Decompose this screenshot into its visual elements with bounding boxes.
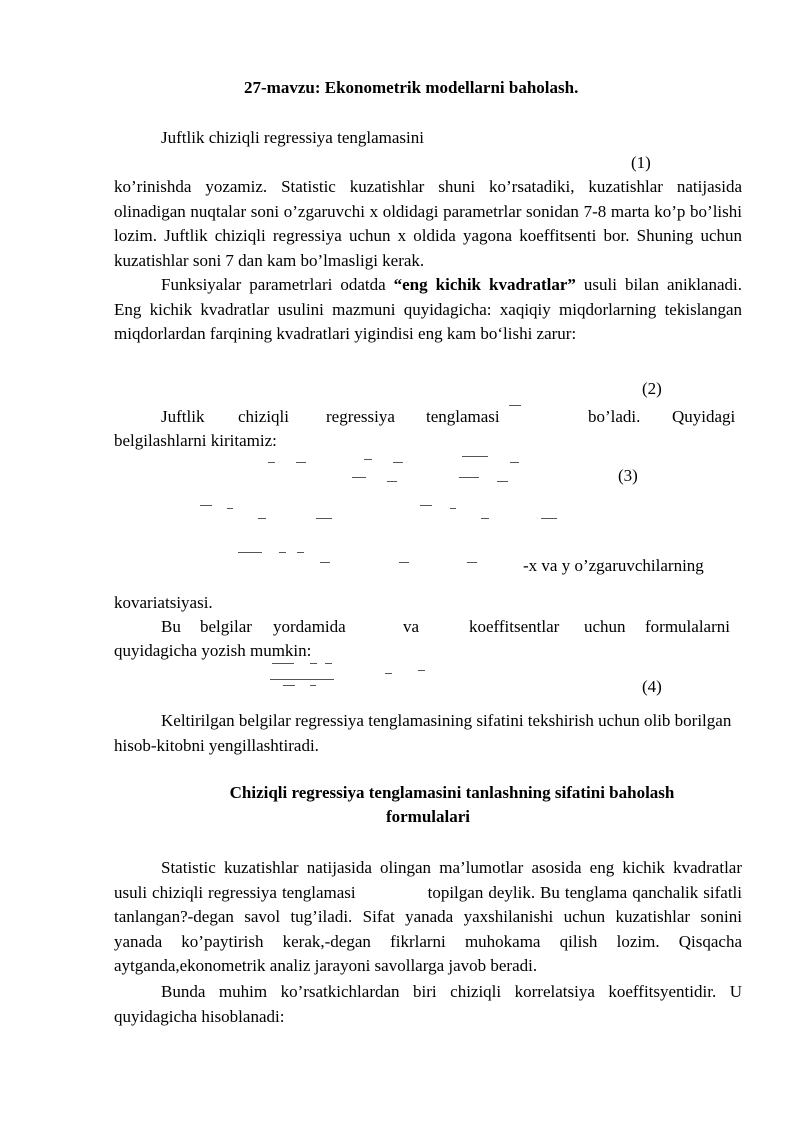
- equation-mark: [279, 552, 286, 553]
- equation-mark: [227, 508, 233, 509]
- equation-mark: [325, 663, 332, 664]
- paragraph-3-line2: belgilashlarni kiritamiz:: [114, 431, 277, 450]
- equation-mark: [238, 552, 262, 553]
- equation-mark: [364, 459, 372, 460]
- method-name: “eng kichik kvadratlar”: [393, 275, 576, 294]
- word: Quyidagi: [672, 407, 736, 426]
- equation-mark: [310, 685, 316, 686]
- word: belgilar: [200, 617, 252, 636]
- equation-1-number: (1): [631, 153, 651, 172]
- word: Juftlik: [161, 407, 205, 426]
- equation-mark: [450, 508, 456, 509]
- equation-mark: [258, 518, 266, 519]
- word: va: [403, 617, 420, 636]
- word: Bu: [161, 617, 181, 636]
- equation-mark: [387, 481, 397, 482]
- equation-mark: [297, 552, 304, 553]
- word: uchun: [584, 617, 626, 636]
- word: bo’ladi.: [588, 407, 641, 426]
- equation-mark: [459, 477, 479, 478]
- covariance-text-line2: kovariatsiyasi.: [114, 593, 213, 612]
- paragraph-6: [114, 856, 742, 979]
- equation-mark: [393, 462, 403, 463]
- equation-mark: [283, 685, 295, 686]
- word: formulalarni: [645, 617, 730, 636]
- paragraph-6-pre: Statistic kuzatishlar natijasida olingan ma’lumotlar asosida eng kichik kvadratlar usuli chiziqli regressiya tenglamasi: [114, 858, 742, 902]
- word: yordamida: [273, 617, 346, 636]
- equation-mark: [320, 562, 330, 563]
- equation-mark: [541, 518, 557, 519]
- paragraph-1-lead: Juftlik chiziqli regressiya tenglamasini: [161, 128, 424, 147]
- equation-mark: [509, 405, 521, 406]
- word: tenglamasi: [426, 407, 500, 426]
- equation-mark: [316, 518, 332, 519]
- equation-mark: [481, 518, 489, 519]
- paragraph-7: Bunda muhim ko’rsatkichlardan biri chiziqli korrelatsiya koeffitsyentidir. U quyidagicha hisoblanadi:: [114, 982, 742, 1026]
- equation-2-number: (2): [642, 379, 662, 398]
- equation-mark: [268, 462, 275, 463]
- equation-mark: [467, 562, 477, 563]
- paragraph-2-pre: Funksiyalar parametrlari odatda: [161, 275, 394, 294]
- equation-mark: [272, 663, 294, 664]
- page-title: 27-mavzu: Ekonometrik modellarni baholash.: [244, 78, 579, 97]
- section-heading-line1: Chiziqli regressiya tenglamasini tanlashning sifatini baholash: [229, 783, 675, 802]
- word: koeffitsentlar: [469, 617, 560, 636]
- equation-mark: [399, 562, 409, 563]
- paragraph-4-line2: quyidagicha yozish mumkin:: [114, 641, 312, 660]
- paragraph-5: Keltirilgan belgilar regressiya tenglamasining sifatini tekshirish uchun olib borilgan hisob-kitobni yengillashtiradi.: [114, 711, 732, 755]
- equation-fraction-bar: [270, 679, 334, 680]
- word: chiziqli: [238, 407, 289, 426]
- word: regressiya: [326, 407, 395, 426]
- equation-mark: [310, 663, 317, 664]
- paragraph-1-body: ko’rinishda yozamiz. Statistic kuzatishlar shuni ko’rsatadiki, kuzatishlar natijasida olinadigan nuqtalar soni o’zgaruvchi x oldidagi parametrlar sonidan 7-8 marta ko’p bo’lishi lozim. Juftlik chiziqli regressiya uchun x oldida yagona koeffitsenti bor. Shuning uchun kuzatishlar soni 7 dan kam bo’lmasligi kerak.: [114, 177, 742, 270]
- equation-4-number: (4): [642, 677, 662, 696]
- equation-mark: [497, 481, 508, 482]
- equation-mark: [385, 673, 392, 674]
- equation-mark: [418, 670, 425, 671]
- equation-mark: [200, 505, 212, 506]
- equation-mark: [420, 505, 432, 506]
- section-heading-line2: formulalari: [385, 807, 471, 826]
- equation-mark: [510, 462, 519, 463]
- equation-3-number: (3): [618, 466, 638, 485]
- equation-mark: [462, 456, 488, 457]
- paragraph-6-post: topilgan deylik. Bu tenglama qanchalik sifatli tanlangan?-degan savol tug’iladi. Sifat yanada yaxshilanishi uchun kuzatishlar sonini yanada ko’paytirish kerak,-degan fikrlarni muhokama qilish lozim. Qisqacha aytganda,ekonometrik analiz jarayoni savollarga javob beradi.: [114, 882, 742, 975]
- paragraph-2: [114, 273, 742, 347]
- equation-mark: [296, 462, 306, 463]
- equation-mark: [352, 477, 366, 478]
- paragraph-2-post: usuli bilan aniklanadi. Eng kichik kvadratlar usulini mazmuni quyidagicha: xaqiqiy miqdorlarning tekislangan miqdorlardan farqining kvadratlari yigindisi eng kam bo‘lishi zarur:: [114, 275, 742, 343]
- covariance-text: -x va y o’zgaruvchilarning: [523, 556, 704, 575]
